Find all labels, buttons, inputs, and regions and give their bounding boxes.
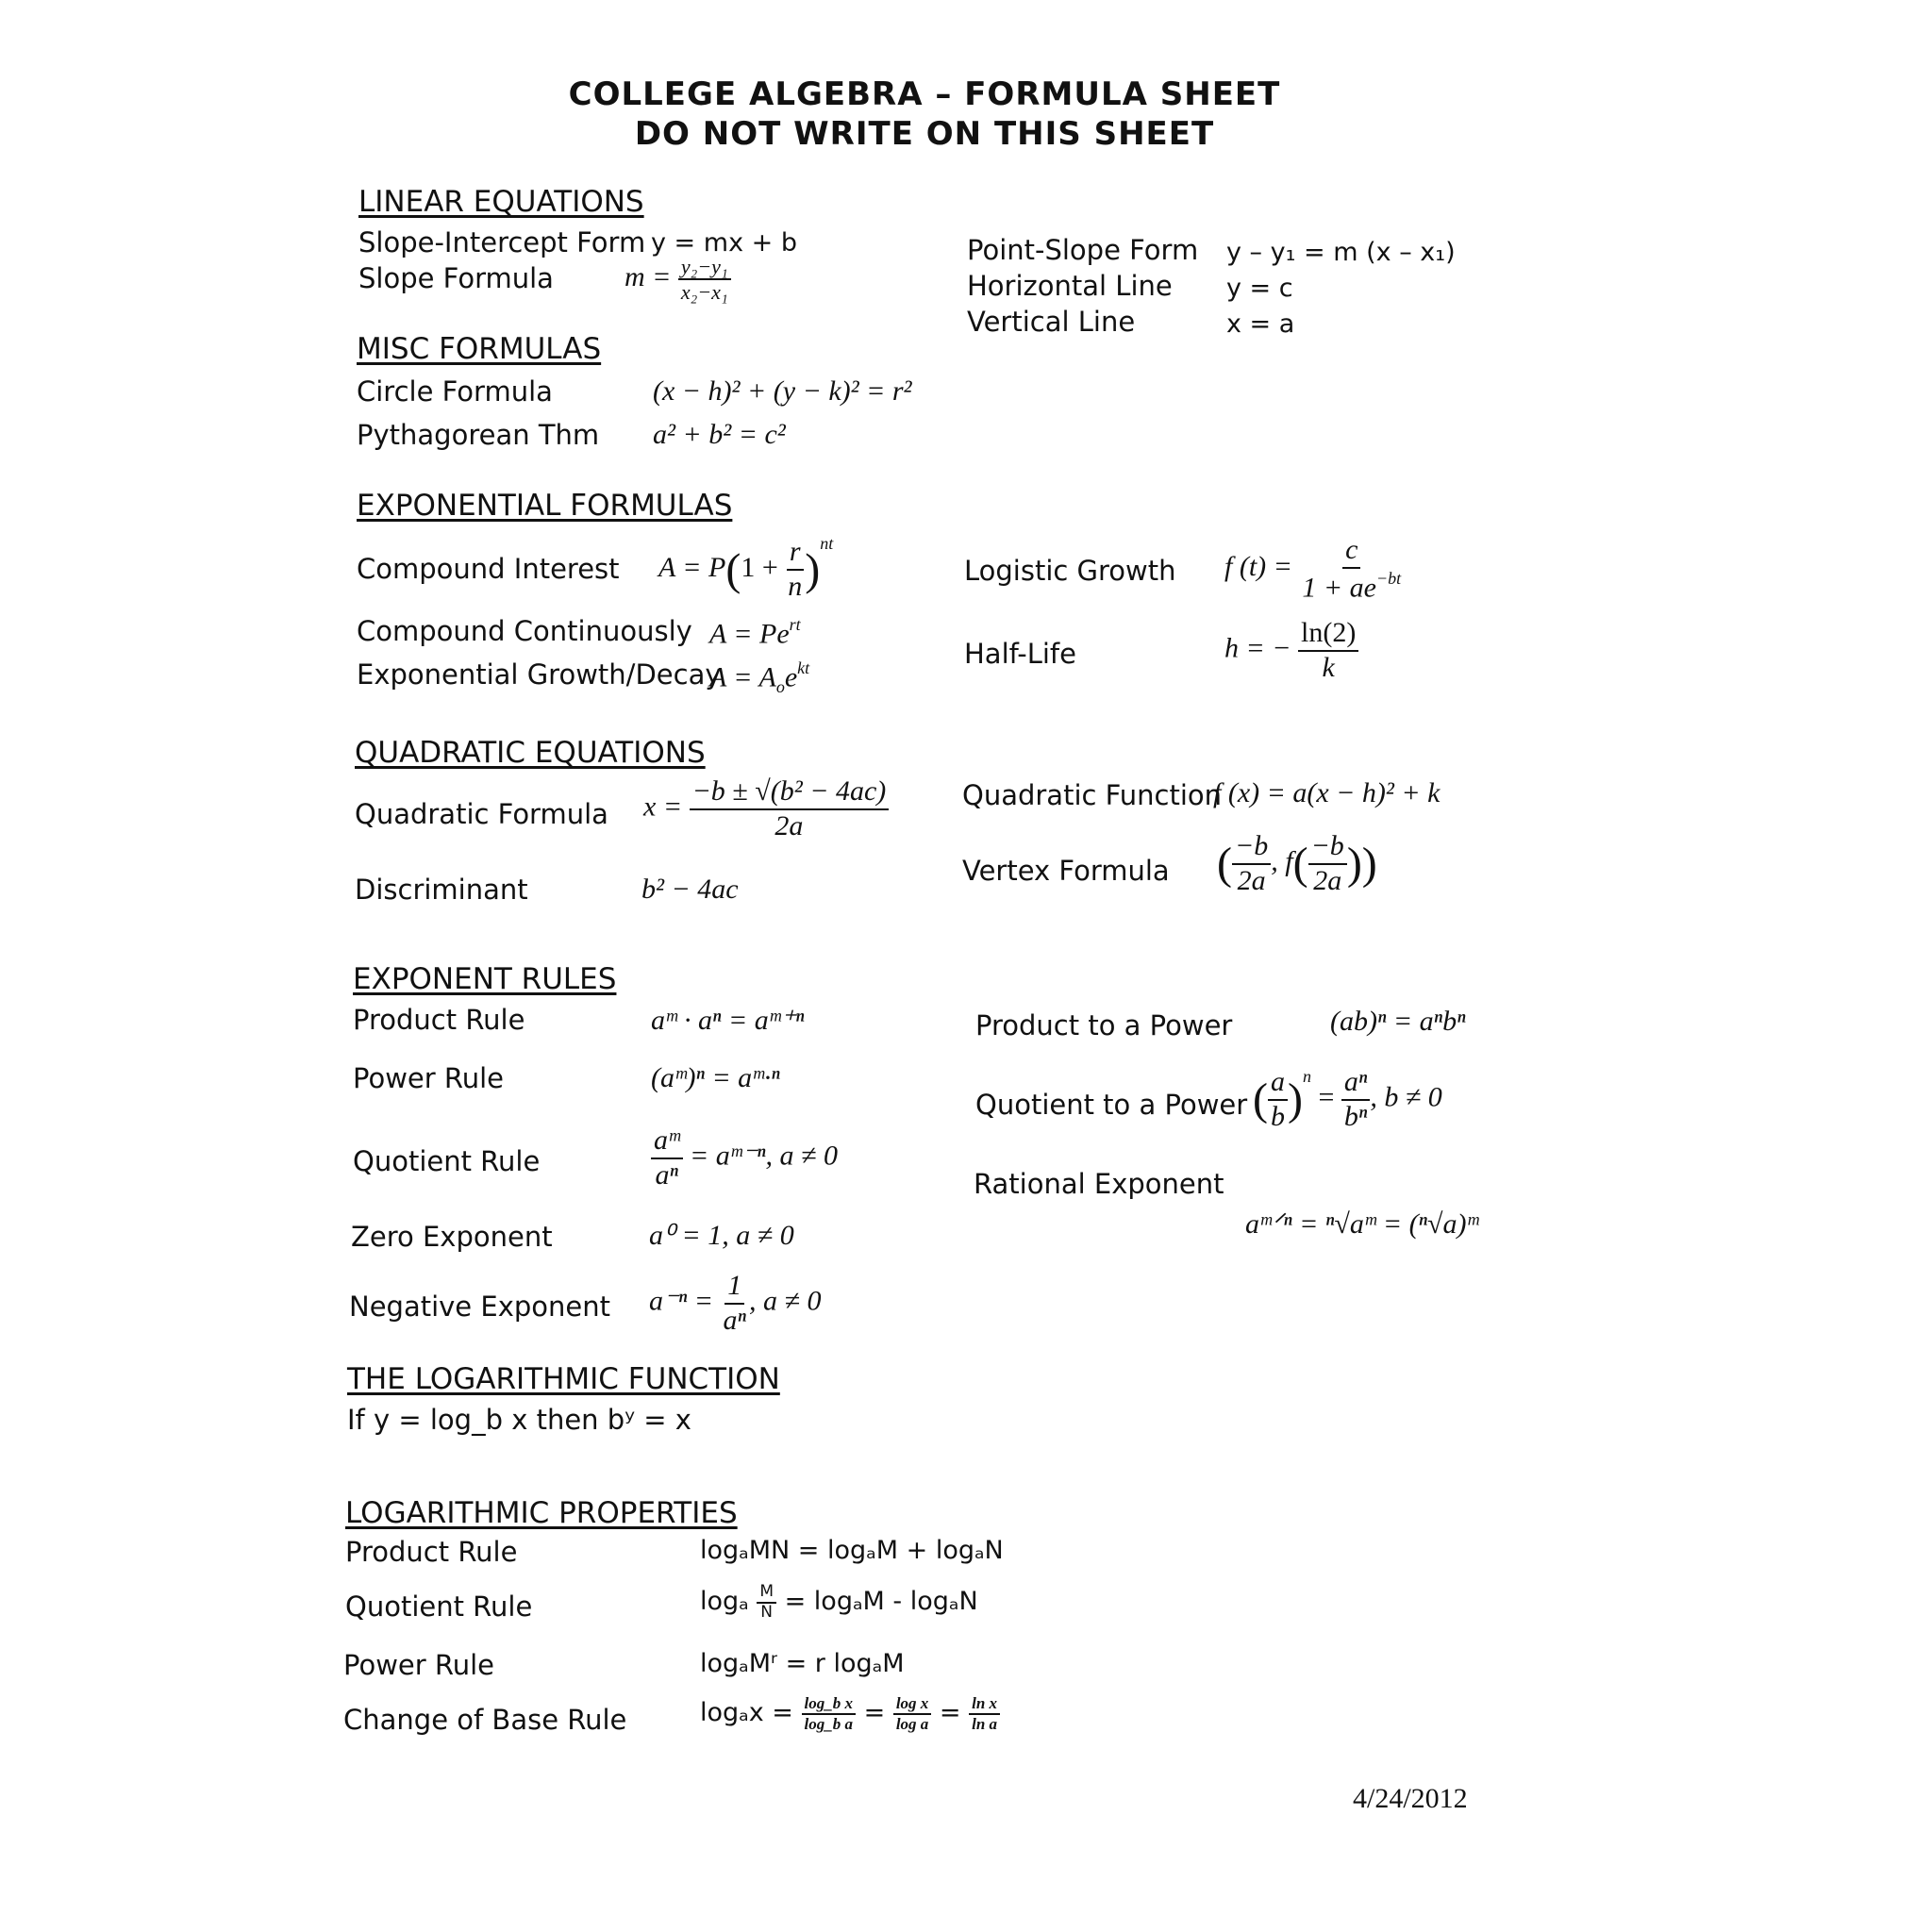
logistic-fraction — [1299, 534, 1404, 605]
power-rule-formula: (aᵐ)ⁿ = aᵐ·ⁿ — [651, 1062, 780, 1093]
growth-subscript: o — [775, 676, 785, 696]
continuous-base: A = Pe — [709, 618, 790, 650]
sheet-date: 4/24/2012 — [1353, 1783, 1468, 1814]
log-function-statement: If y = log_b x then bʸ = x — [347, 1404, 691, 1436]
compound-lhs: A = P — [658, 551, 726, 583]
log-quotient-numerator: M — [757, 1583, 776, 1604]
close-paren: ) — [805, 544, 821, 595]
compound-continuously-label: Compound Continuously — [357, 615, 692, 647]
linear-equations-heading: LINEAR EQUATIONS — [358, 185, 644, 219]
change-denominator-2: log a — [895, 1714, 929, 1733]
negative-rhs: , a ≠ 0 — [748, 1285, 822, 1317]
slope-intercept-label: Slope-Intercept Form — [358, 226, 646, 258]
qp-exponent: n — [1302, 1067, 1311, 1087]
rational-exponent-formula: aᵐᐟⁿ = ⁿ√aᵐ = (ⁿ√a)ᵐ — [1245, 1208, 1478, 1240]
log-power-rule-label: Power Rule — [343, 1649, 495, 1681]
product-rule-label: Product Rule — [353, 1004, 525, 1036]
sheet-title: COLLEGE ALGEBRA – FORMULA SHEET — [568, 75, 1281, 113]
product-to-power-label: Product to a Power — [975, 1009, 1233, 1041]
misc-formulas-heading: MISC FORMULAS — [357, 332, 602, 366]
vertex-denominator-1: 2a — [1237, 864, 1266, 896]
zero-exponent-formula: a⁰ = 1, a ≠ 0 — [649, 1220, 794, 1251]
halflife-numerator: ln(2) — [1298, 617, 1358, 652]
change-denominator-1: log_b a — [804, 1714, 853, 1733]
negative-numerator: 1 — [724, 1270, 744, 1305]
slope-numerator: y₂−y₁ — [678, 255, 731, 280]
log-product-rule-label: Product Rule — [345, 1536, 518, 1568]
halflife-lhs: h = − — [1224, 632, 1291, 664]
growth-e: e — [784, 661, 798, 693]
sheet-subtitle: DO NOT WRITE ON THIS SHEET — [634, 115, 1215, 153]
negative-lhs: a⁻ⁿ = — [649, 1285, 714, 1317]
quadratic-fraction — [690, 775, 890, 842]
horizontal-line-label: Horizontal Line — [967, 270, 1173, 302]
growth-base: A = A — [709, 661, 776, 693]
qp-fraction-2 — [1341, 1066, 1370, 1133]
log-quotient-denominator: N — [760, 1602, 774, 1622]
compound-fraction — [785, 536, 805, 603]
continuous-exponent: rt — [789, 615, 801, 634]
logistic-denominator-wrap — [1299, 569, 1404, 605]
change-numerator-1: log_b x — [802, 1694, 856, 1715]
log-quotient-fraction — [757, 1583, 776, 1622]
change-of-base-formula — [700, 1694, 1000, 1733]
log-power-rule-formula: logₐMʳ = r logₐM — [700, 1649, 905, 1678]
compound-interest-formula — [658, 534, 833, 603]
change-numerator-2: log x — [893, 1694, 931, 1715]
change-denominator-3: ln a — [972, 1714, 998, 1733]
qp-denominator-1: b — [1270, 1100, 1285, 1132]
half-life-label: Half-Life — [964, 638, 1076, 670]
vertex-close-parens: )) — [1346, 839, 1377, 889]
quadratic-numerator: −b ± √(b² − 4ac) — [690, 775, 890, 810]
quadratic-formula-label: Quadratic Formula — [355, 798, 608, 830]
log-product-rule-formula: logₐMN = logₐM + logₐN — [700, 1536, 1004, 1565]
quotient-rule-denominator: aⁿ — [655, 1158, 678, 1191]
change-numerator-3: ln x — [969, 1694, 1000, 1715]
qp-equals: = — [1318, 1081, 1335, 1113]
growth-exponent: kt — [797, 658, 810, 677]
open-paren: ( — [725, 544, 741, 595]
logistic-lhs: f (t) = — [1224, 551, 1292, 583]
horizontal-line-formula: y = c — [1226, 274, 1293, 303]
slope-denominator: x₂−x₁ — [680, 280, 728, 305]
quotient-rule-label: Quotient Rule — [353, 1145, 541, 1177]
halflife-fraction — [1298, 617, 1358, 684]
vertex-f: f — [1285, 845, 1293, 877]
quadratic-equations-heading: QUADRATIC EQUATIONS — [355, 736, 706, 770]
qp-open-paren: ( — [1253, 1074, 1268, 1124]
vertex-open-paren: ( — [1217, 839, 1232, 889]
half-life-formula — [1224, 617, 1358, 684]
change-fraction-2 — [893, 1694, 931, 1733]
slope-intercept-formula: y = mx + b — [651, 228, 797, 258]
quotient-to-power-formula — [1253, 1066, 1442, 1133]
qp-numerator-1: a — [1268, 1066, 1288, 1101]
quadratic-lhs: x = — [643, 791, 683, 823]
negative-exponent-label: Negative Exponent — [349, 1291, 610, 1323]
pythagorean-label: Pythagorean Thm — [357, 419, 600, 451]
qp-rhs: , b ≠ 0 — [1370, 1081, 1442, 1113]
slope-fraction — [678, 255, 731, 305]
slope-formula-label: Slope Formula — [358, 262, 554, 294]
exponential-growth-formula — [709, 658, 809, 697]
negative-denominator: aⁿ — [723, 1304, 746, 1336]
qp-numerator-2: aⁿ — [1341, 1066, 1370, 1101]
exponent-rules-heading: EXPONENT RULES — [353, 962, 617, 996]
logistic-exponent: −bt — [1375, 568, 1402, 588]
quadratic-function-formula: f (x) = a(x − h)² + k — [1213, 777, 1441, 808]
qp-close-paren: ) — [1287, 1074, 1303, 1124]
quotient-rule-fraction — [651, 1124, 683, 1191]
vertex-denominator-2: 2a — [1313, 864, 1342, 896]
point-slope-formula: y – y₁ = m (x – x₁) — [1226, 238, 1456, 267]
log-quotient-rule-label: Quotient Rule — [345, 1591, 533, 1623]
circle-formula-label: Circle Formula — [357, 375, 553, 408]
rational-exponent-label: Rational Exponent — [974, 1168, 1224, 1200]
discriminant-label: Discriminant — [355, 874, 528, 906]
quadratic-denominator: 2a — [774, 809, 804, 841]
quotient-rule-rhs: = aᵐ⁻ⁿ, a ≠ 0 — [690, 1140, 839, 1172]
compound-exponent: nt — [820, 534, 834, 553]
vertex-fraction-1 — [1232, 830, 1271, 897]
vertex-numerator-1: −b — [1232, 830, 1271, 865]
log-quotient-rhs: = logₐM - logₐN — [784, 1587, 978, 1617]
negative-fraction — [721, 1270, 749, 1337]
circle-formula: (x − h)² + (y − k)² = r² — [653, 375, 912, 407]
qp-fraction-1 — [1268, 1066, 1288, 1133]
negative-exponent-formula — [649, 1270, 821, 1337]
logistic-numerator: c — [1342, 534, 1360, 569]
change-fraction-1 — [802, 1694, 856, 1733]
compound-denominator: n — [788, 570, 803, 602]
exponential-formulas-heading: EXPONENTIAL FORMULAS — [357, 489, 733, 523]
product-rule-formula: aᵐ · aⁿ = aᵐ⁺ⁿ — [651, 1005, 805, 1036]
quadratic-function-label: Quadratic Function — [962, 779, 1223, 811]
vertex-numerator-2: −b — [1308, 830, 1347, 865]
compound-numerator: r — [787, 536, 804, 571]
halflife-denominator: k — [1322, 651, 1335, 683]
exponential-growth-label: Exponential Growth/Decay — [357, 658, 722, 691]
vertex-fraction-2 — [1308, 830, 1347, 897]
power-rule-label: Power Rule — [353, 1062, 505, 1094]
log-properties-heading: LOGARITHMIC PROPERTIES — [345, 1496, 738, 1530]
quotient-rule-formula — [651, 1124, 838, 1191]
vertical-line-label: Vertical Line — [967, 306, 1136, 338]
qp-denominator-2: bⁿ — [1343, 1100, 1368, 1132]
compound-interest-label: Compound Interest — [357, 553, 620, 585]
compound-continuously-formula — [709, 615, 801, 651]
logistic-growth-formula — [1224, 534, 1404, 605]
change-equals-1: = — [863, 1698, 886, 1728]
log-quotient-lhs: logₐ — [700, 1587, 749, 1617]
quotient-rule-numerator: aᵐ — [651, 1124, 683, 1159]
log-quotient-rule-formula — [700, 1583, 978, 1622]
change-equals-2: = — [939, 1698, 961, 1728]
log-function-heading: THE LOGARITHMIC FUNCTION — [347, 1362, 780, 1396]
change-fraction-3 — [969, 1694, 1000, 1733]
compound-inner: 1 + — [741, 551, 778, 583]
discriminant-formula: b² − 4ac — [641, 874, 739, 905]
zero-exponent-label: Zero Exponent — [351, 1221, 553, 1253]
vertex-formula: ( $\frac{-b}{2a}$ , f( $\frac{-b}{2a}$ )) — [1217, 830, 1377, 896]
slope-formula-lhs: m = — [625, 261, 672, 293]
slope-formula — [625, 255, 731, 305]
logistic-denominator: 1 + ae — [1302, 572, 1376, 603]
vertex-inner-open: ( — [1292, 839, 1308, 889]
quadratic-formula — [643, 775, 889, 842]
quotient-to-power-label: Quotient to a Power — [975, 1089, 1248, 1121]
logistic-growth-label: Logistic Growth — [964, 555, 1176, 587]
change-lhs: logₐx = — [700, 1698, 793, 1728]
pythagorean-formula: a² + b² = c² — [653, 419, 786, 450]
change-of-base-label: Change of Base Rule — [343, 1704, 627, 1736]
point-slope-label: Point-Slope Form — [967, 234, 1199, 266]
vertical-line-formula: x = a — [1226, 309, 1295, 339]
product-to-power-formula: (ab)ⁿ = aⁿbⁿ — [1330, 1006, 1466, 1037]
vertex-formula-label: Vertex Formula — [962, 855, 1170, 887]
